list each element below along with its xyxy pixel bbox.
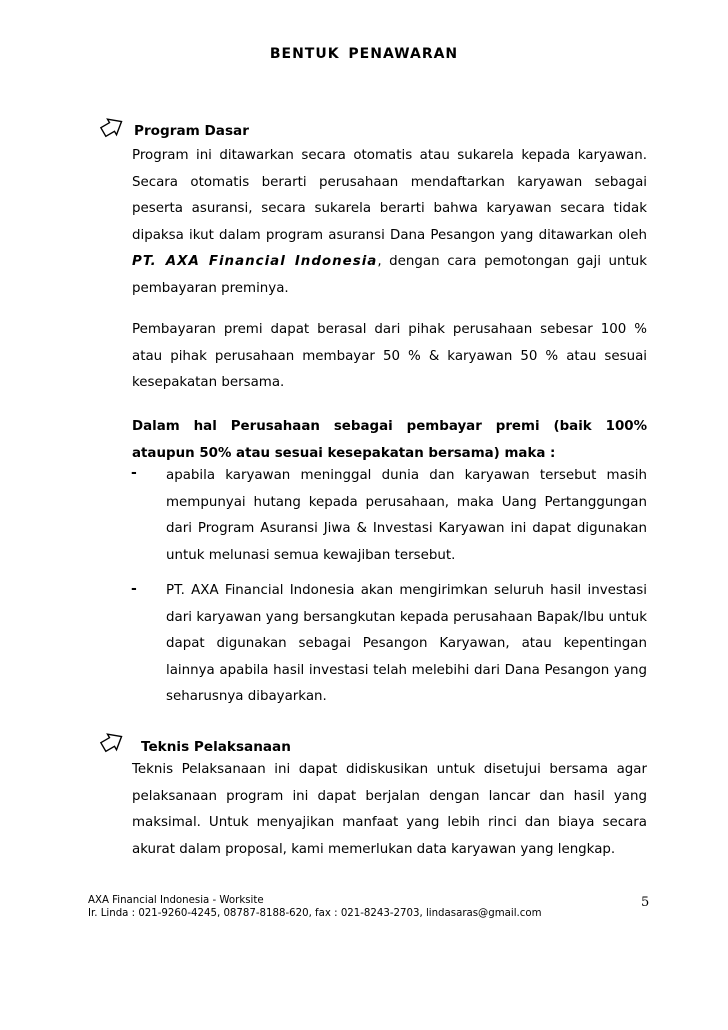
paragraph-teknis: Teknis Pelaksanaan ini dapat didiskusikan untuk disetujui bersama agar pelaksanaan program ini dapat berjalan dengan lancar dan hasil yang maksimal. Untuk menyajikan manfaat yang lebih rinci dan biaya secara akurat dalam proposal, kami memerlukan data karyawan yang lengkap.: [132, 762, 647, 857]
arrow-right-outline-icon: [100, 731, 126, 759]
arrow-right-outline-icon: [100, 116, 126, 144]
paragraph-text: , dengan cara pemotongan gaji untuk pembayaran preminya.: [132, 254, 647, 296]
footer-company: AXA Financial Indonesia - Worksite: [88, 895, 264, 906]
footer-contact: Ir. Linda : 021-9260-4245, 08787-8188-620, fax : 021-8243-2703, lindasaras@gmail.com: [88, 908, 542, 919]
arrow-svg: [100, 731, 126, 753]
section-heading-program-dasar: Program Dasar: [134, 123, 249, 139]
paragraph-company-payer: Dalam hal Perusahaan sebagai pembayar premi (baik 100% ataupun 50% atau sesuai kesepakatan bersama) maka :: [132, 419, 647, 461]
company-name: PT. AXA Financial Indonesia: [132, 254, 378, 269]
paragraph-program-intro: [132, 143, 647, 302]
paragraph-text: Program ini ditawarkan secara otomatis atau sukarela kepada karyawan. Secara otomatis berarti perusahaan mendaftarkan karyawan sebagai peserta asuransi, secara sukarela berarti bahwa karyawan secara tidak dipaksa ikut dalam program asuransi Dana Pesangon yang ditawarkan oleh: [132, 148, 647, 243]
section-heading-teknis-pelaksanaan: Teknis Pelaksanaan: [141, 739, 291, 755]
page-title: BENTUK PENAWARAN: [269, 46, 459, 62]
bullet-marker: -: [131, 465, 137, 481]
paragraph-premium-payment: Pembayaran premi dapat berasal dari pihak perusahaan sebesar 100 % atau pihak perusahaan membayar 50 % & karyawan 50 % atau sesuai kesepakatan bersama.: [132, 322, 647, 390]
arrow-svg: [100, 116, 126, 138]
bullet-marker: -: [131, 581, 137, 597]
bullet-item-2: PT. AXA Financial Indonesia akan mengirimkan seluruh hasil investasi dari karyawan yang bersangkutan kepada perusahaan Bapak/Ibu untuk dapat digunakan sebagai Pesangon Karyawan, atau kepentingan lainnya apabila hasil investasi telah melebihi dari Dana Pesangon yang seharusnya dibayarkan.: [166, 583, 647, 704]
bullet-item-1: apabila karyawan meninggal dunia dan karyawan tersebut masih mempunyai hutang kepada perusahaan, maka Uang Pertanggungan dari Program Asuransi Jiwa & Investasi Karyawan ini dapat digunakan untuk melunasi semua kewajiban tersebut.: [166, 468, 647, 563]
page-number: 5: [641, 895, 650, 910]
